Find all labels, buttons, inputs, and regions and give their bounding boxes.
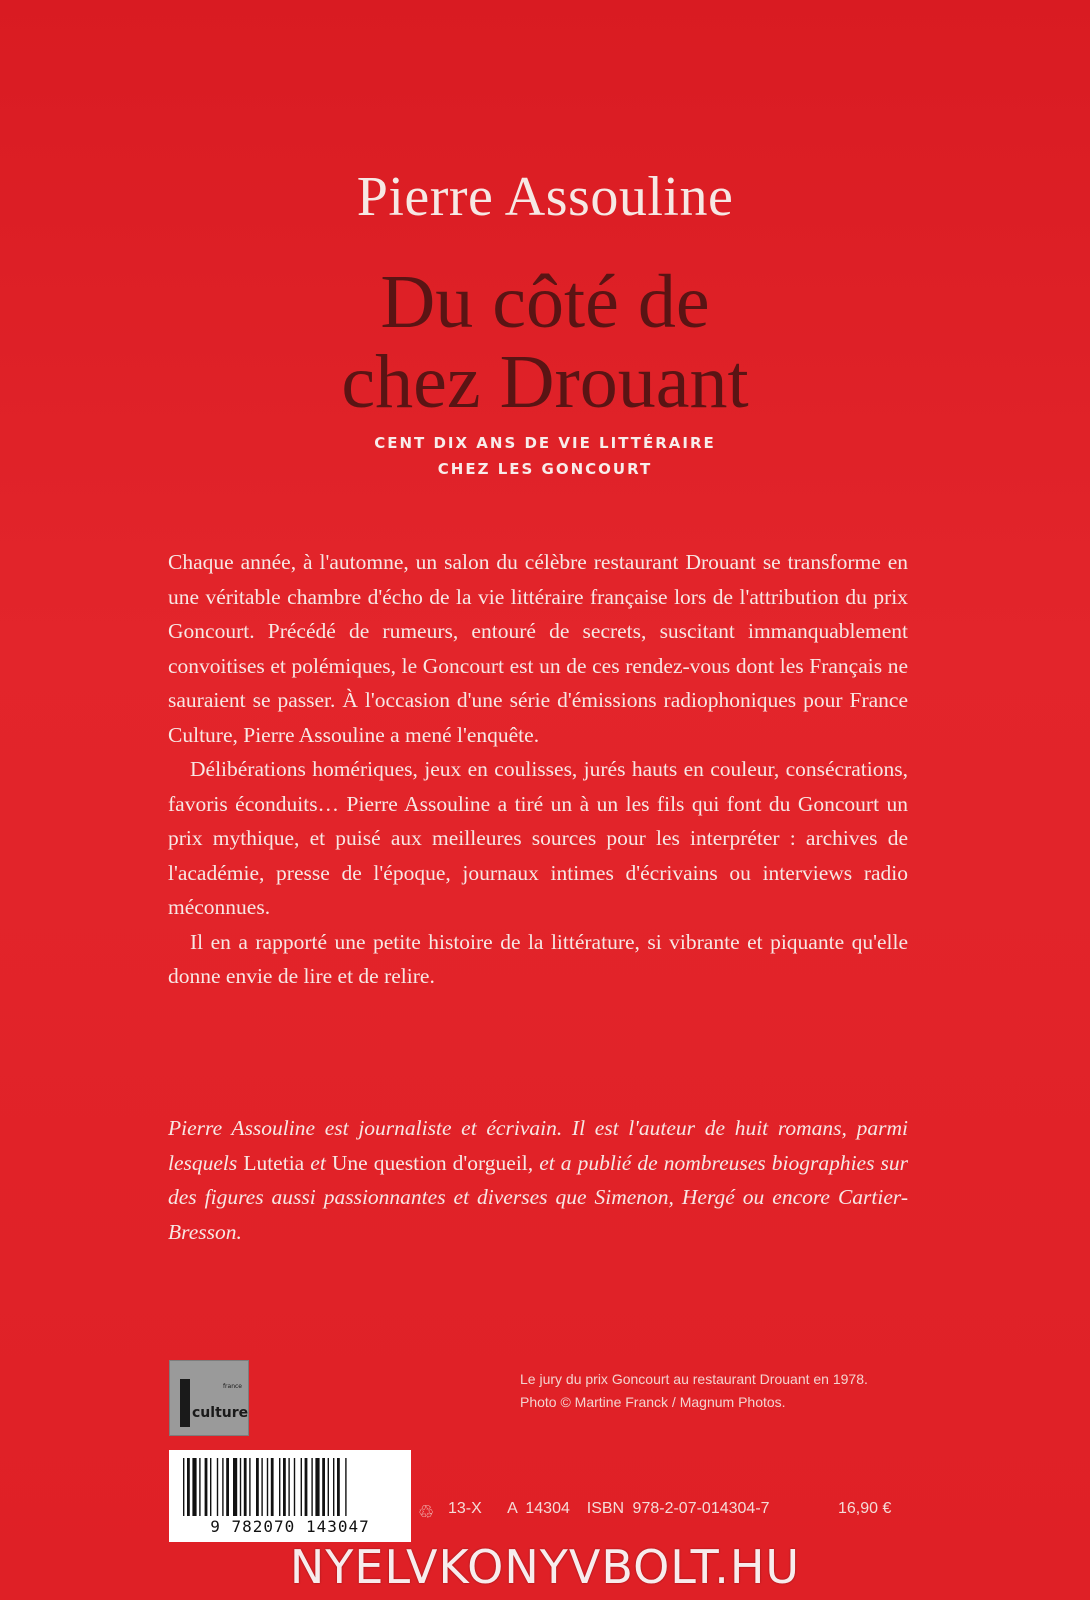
france-culture-logo xyxy=(169,1360,249,1436)
bio-text-1: Pierre Assouline est journaliste et écrivain. Il est l'auteur de huit romans, parmi lesquels xyxy=(168,1116,908,1175)
barcode-bar xyxy=(294,1458,295,1516)
title-line-1: Du côté de xyxy=(380,260,710,344)
barcode-bar xyxy=(226,1458,229,1516)
bio-book-question: Une question d'orgueil xyxy=(331,1150,528,1175)
isbn-line xyxy=(448,1500,770,1518)
title-line-2: chez Drouant xyxy=(341,340,749,424)
barcode-bar xyxy=(244,1458,247,1516)
blurb-paragraph-3: Il en a rapporté une petite histoire de la littérature, si vibrante et piquante qu'elle donne envie de lire et de relire. xyxy=(168,929,908,988)
bio-text-3: , et a publié de nombreuses biographies sur des figures aussi passionnantes et diverses que Simenon, Hergé ou encore Cartier-Bresson. xyxy=(168,1150,908,1244)
barcode-number: 9 782070 143047 xyxy=(210,1517,370,1536)
barcode-bar xyxy=(210,1458,211,1516)
subtitle-line-2: CHEZ LES GONCOURT xyxy=(437,460,653,478)
barcode-bar xyxy=(205,1458,208,1516)
caption-line-2: Photo © Martine Franck / Magnum Photos. xyxy=(520,1394,786,1410)
edition-code: 13-X xyxy=(448,1500,482,1517)
barcode-bar xyxy=(315,1458,319,1516)
price: 16,90 € xyxy=(838,1500,892,1517)
barcode-bar xyxy=(240,1458,241,1516)
author-name: Pierre Assouline xyxy=(356,166,734,228)
barcode-bar xyxy=(311,1458,312,1516)
barcode-bar xyxy=(337,1458,340,1516)
barcode-bar xyxy=(261,1458,262,1516)
watermark: NYELVKONYVBOLT.HU xyxy=(289,1540,801,1594)
barcode-bar xyxy=(249,1458,250,1516)
logo-small-text: france xyxy=(222,1383,242,1390)
photo-caption xyxy=(520,1368,920,1414)
barcode-bar xyxy=(328,1458,329,1516)
barcode-bar xyxy=(192,1458,196,1516)
bio-book-lutetia: Lutetia xyxy=(243,1150,305,1175)
book-subtitle xyxy=(0,430,1090,482)
barcode-bar xyxy=(288,1458,289,1516)
barcode-bar xyxy=(345,1458,346,1516)
subtitle-line-1: CENT DIX ANS DE VIE LITTÉRAIRE xyxy=(374,434,716,452)
book-title xyxy=(0,262,1090,422)
author-bio xyxy=(168,1111,908,1249)
blurb-paragraph-2: Délibérations homériques, jeux en coulisses, jurés hauts en couleur, consécrations, favoris éconduits… Pierre Assouline a tiré un à un les fils qui font du Goncourt un prix mythique, et puisé aux meilleures sources pour les interpréter : archives de l'académie, presse de l'époque, journaux intimes d'écrivains ou interviews radio méconnues. xyxy=(168,757,908,919)
reference-code: A 14304 xyxy=(507,1500,570,1517)
barcode-bar xyxy=(222,1458,223,1516)
barcode-bar xyxy=(271,1458,274,1516)
barcode xyxy=(169,1450,411,1542)
barcode-bar xyxy=(199,1458,200,1516)
barcode-bar xyxy=(217,1458,218,1516)
blurb xyxy=(168,545,908,994)
barcode-bar xyxy=(267,1458,268,1516)
isbn: ISBN 978-2-07-014304-7 xyxy=(586,1500,770,1517)
barcode-bars-icon xyxy=(179,1458,401,1516)
logo-bar-icon xyxy=(180,1379,190,1427)
barcode-bar xyxy=(283,1458,286,1516)
barcode-bar xyxy=(187,1458,190,1516)
barcode-bar xyxy=(279,1458,280,1516)
blurb-paragraph-1: Chaque année, à l'automne, un salon du célèbre restaurant Drouant se transforme en une véritable chambre d'écho de la vie littéraire française lors de l'attribution du prix Goncourt. Précédé de rumeurs, entouré de secrets, suscitant immanquablement convoitises et polémiques, le Goncourt est un de ces rendez-vous dont les Français ne sauraient se passer. À l'occasion d'une série d'émissions radiophoniques pour France Culture, Pierre Assouline a mené l'enquête. xyxy=(168,550,908,747)
barcode-bar xyxy=(183,1458,184,1516)
logo-text: culture xyxy=(192,1405,249,1421)
barcode-bar xyxy=(233,1458,237,1516)
barcode-bar xyxy=(305,1458,308,1516)
caption-line-1: Le jury du prix Goncourt au restaurant Drouant en 1978. xyxy=(520,1371,868,1387)
barcode-bar xyxy=(256,1458,259,1516)
barcode-bar xyxy=(333,1458,334,1516)
barcode-bar xyxy=(322,1458,325,1516)
barcode-bar xyxy=(301,1458,302,1516)
recycle-icon: ♲ xyxy=(418,1502,435,1522)
bio-text-2: et xyxy=(304,1150,332,1175)
